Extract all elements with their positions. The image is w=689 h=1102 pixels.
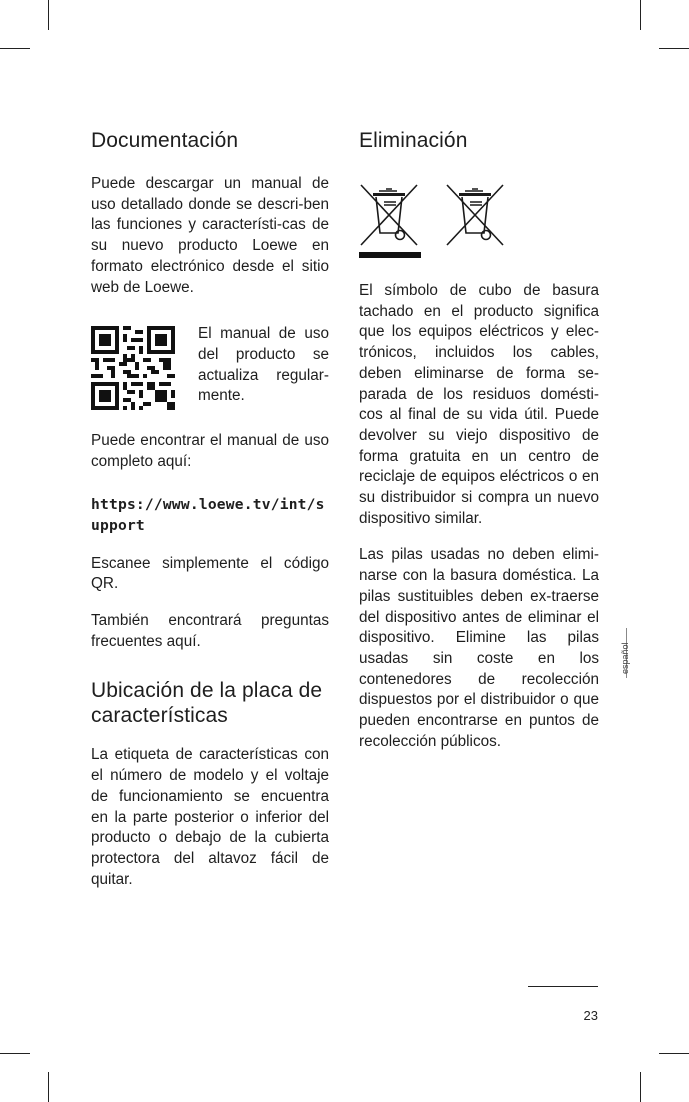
faq-text: También encontrará preguntas frecuentes aquí. bbox=[91, 612, 329, 650]
weee-bin-bar-icon bbox=[359, 183, 421, 263]
documentation-intro: Puede descargar un manual de uso detallado donde se descri-ben las funciones y característi-cas de su nuevo producto Loewe en formato electrónico desde el sitio web de Loewe. bbox=[91, 175, 329, 296]
page-number-rule bbox=[528, 986, 598, 987]
disposal-text: El símbolo de cubo de basura tachado en el producto significa que los equipos eléctricos y elec-trónicos, incluidos los cables, deben eliminarse de forma se-parada de los residuos domésti-cos al final de su vida útil. Puede devolver su viejo dispositivo de forma gratuita en un centro de reciclaje de equipos eléctricos o en su distribuidor si compra un nuevo dispositivo similar. bbox=[359, 282, 599, 527]
weee-bin-icon bbox=[445, 183, 507, 249]
crop-mark bbox=[659, 1053, 689, 1054]
page-number: 23 bbox=[583, 1008, 598, 1023]
qr-note: El manual de uso del producto se actualiza regular-mente. bbox=[198, 325, 329, 405]
support-url-link[interactable]: https://www.loewe.tv/int/support bbox=[91, 495, 325, 534]
qr-section bbox=[91, 324, 329, 415]
crop-mark bbox=[48, 1072, 49, 1102]
qr-code[interactable] bbox=[91, 324, 198, 415]
language-label: español bbox=[620, 642, 630, 674]
left-column bbox=[91, 128, 329, 890]
right-column bbox=[359, 128, 599, 752]
battery-disposal-text: Las pilas usadas no deben elimi-narse con la basura doméstica. La pilas sustituibles deben ex-traerse del dispositivo antes de eliminar el dispositivo. Elimine las pilas usadas sin coste en los contenedores de recolección dispuestos por el distribuidor o que pueden encontrarse en puntos de recolección públicos. bbox=[359, 546, 599, 750]
crop-mark bbox=[0, 1053, 30, 1054]
weee-symbols bbox=[359, 183, 599, 265]
crop-mark bbox=[48, 0, 49, 30]
crop-mark bbox=[640, 0, 641, 30]
crop-mark bbox=[640, 1072, 641, 1102]
crop-mark bbox=[659, 48, 689, 49]
scan-qr-text: Escanee simplemente el código QR. bbox=[91, 554, 329, 593]
documentation-heading: Documentación bbox=[91, 129, 239, 152]
manual-location-text: Puede encontrar el manual de uso completo aquí: bbox=[91, 432, 329, 470]
language-side-label bbox=[612, 628, 634, 678]
qr-code-image bbox=[91, 326, 175, 410]
disposal-heading: Eliminación bbox=[359, 129, 468, 152]
rating-plate-text: La etiqueta de características con el número de modelo y el voltaje de funcionamiento se encuentra en la parte posterior o inferior del producto o debajo de la cubierta protectora del altavoz fácil de quitar. bbox=[91, 746, 329, 888]
rating-plate-heading: Ubicación de la placa de características bbox=[91, 679, 323, 728]
crop-mark bbox=[0, 48, 30, 49]
